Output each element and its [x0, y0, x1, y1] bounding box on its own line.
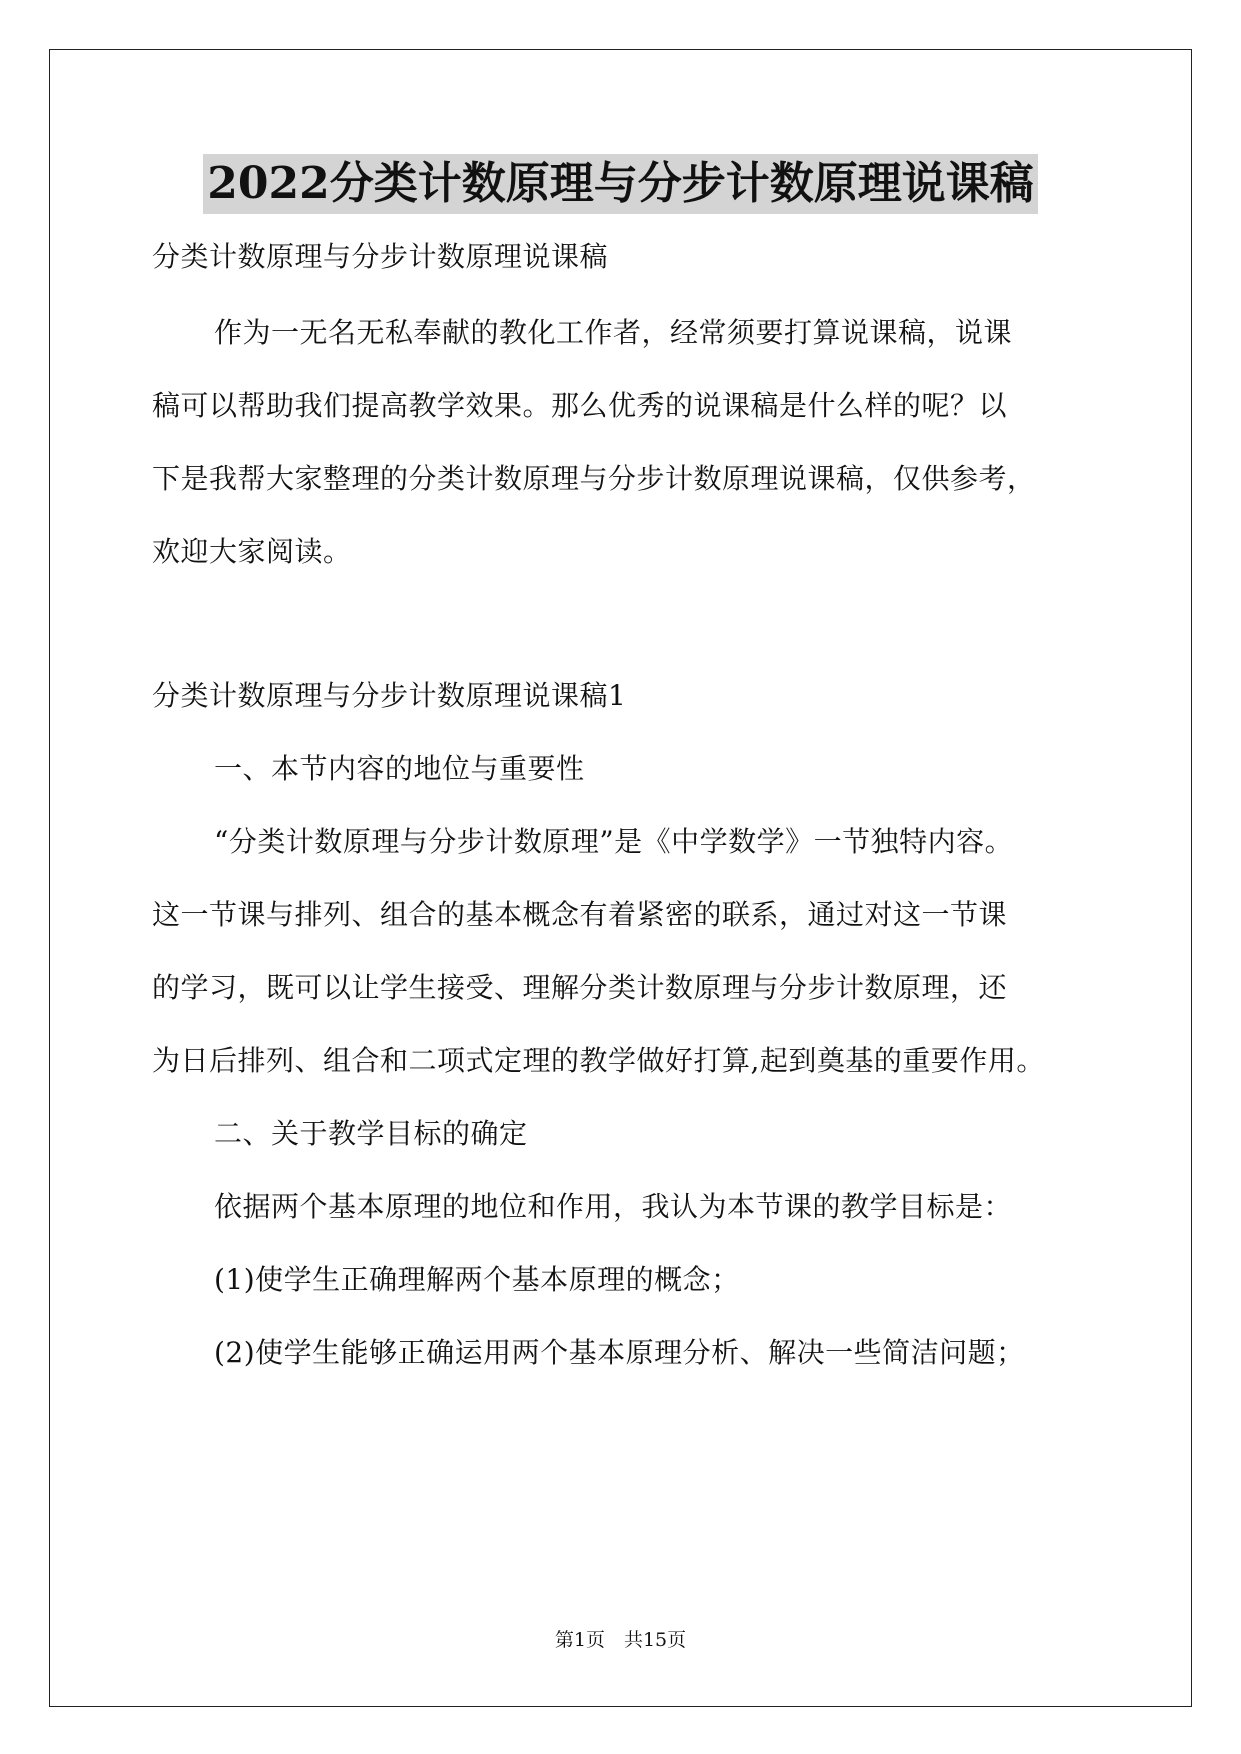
list-item: (1)使学生正确理解两个基本原理的概念； — [214, 1263, 740, 1296]
paragraph-line: 下是我帮大家整理的分类计数原理与分步计数原理说课稿，仅供参考， — [152, 462, 1036, 495]
subsection-heading: 二、关于教学目标的确定 — [214, 1117, 528, 1150]
paragraph-line: 稿可以帮助我们提高教学效果。那么优秀的说课稿是什么样的呢？以 — [152, 389, 1008, 422]
paragraph-line: 依据两个基本原理的地位和作用，我认为本节课的教学目标是： — [214, 1190, 1013, 1223]
paragraph-line: 欢迎大家阅读。 — [152, 535, 352, 568]
subsection-heading: 一、本节内容的地位与重要性 — [214, 752, 585, 785]
document-title: 2022分类计数原理与分步计数原理说课稿 — [203, 154, 1037, 214]
page-footer: 第1页 共15页 — [554, 1629, 687, 1651]
subtitle-line: 分类计数原理与分步计数原理说课稿 — [152, 240, 609, 273]
paragraph-line: 作为一无名无私奉献的教化工作者，经常须要打算说课稿，说课 — [214, 316, 1013, 349]
document-title-container — [0, 154, 1241, 214]
section-heading: 分类计数原理与分步计数原理说课稿1 — [152, 679, 627, 712]
page-border — [49, 49, 1192, 1707]
list-item: (2)使学生能够正确运用两个基本原理分析、解决一些简洁问题； — [214, 1336, 1025, 1369]
paragraph-line: “分类计数原理与分步计数原理”是《中学数学》一节独特内容。 — [214, 825, 1014, 858]
paragraph-line: 的学习，既可以让学生接受、理解分类计数原理与分步计数原理，还 — [152, 971, 1008, 1004]
paragraph-line: 为日后排列、组合和二项式定理的教学做好打算,起到奠基的重要作用。 — [152, 1044, 1045, 1077]
paragraph-line: 这一节课与排列、组合的基本概念有着紧密的联系，通过对这一节课 — [152, 898, 1008, 931]
